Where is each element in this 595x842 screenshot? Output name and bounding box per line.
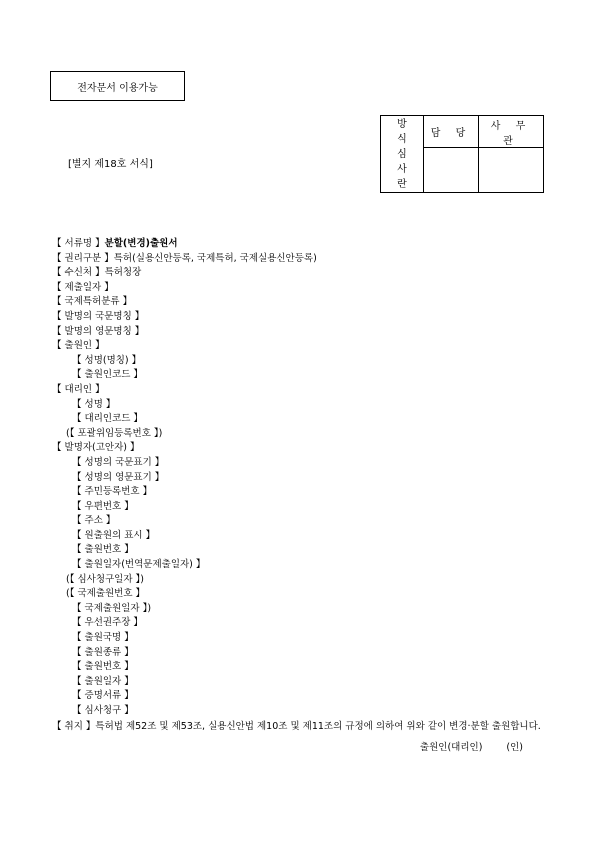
- form-field-line: [52, 427, 552, 442]
- form-field-line: [52, 441, 552, 456]
- form-field-line: [52, 412, 552, 427]
- form-field-line: [52, 587, 552, 602]
- form-field-text: (【 포괄위임등록번호 】): [66, 427, 163, 439]
- form-field-text: 【 대리인 】: [52, 383, 105, 395]
- form-field-text: 【 출원종류 】: [72, 646, 134, 658]
- form-field-line: [52, 602, 552, 617]
- form-field-line: [52, 237, 552, 252]
- approval-header-officer: 사 무 관: [479, 116, 544, 148]
- form-field-text: 【 권리구분 】특허(실용신안등록, 국제특허, 국제실용신안등록): [52, 252, 317, 264]
- form-field-line: [52, 368, 552, 383]
- form-field-line: [52, 485, 552, 500]
- form-field-text: 【 주민등록번호 】: [72, 486, 153, 498]
- form-field-line: [52, 689, 552, 704]
- purpose-row: [52, 719, 552, 734]
- approval-label-char: 방: [397, 118, 407, 130]
- approval-cell-officer: [479, 148, 544, 193]
- form-field-text: 【 원출원의 표시 】: [72, 529, 156, 541]
- form-field-text: 【 제출일자 】: [52, 281, 114, 293]
- form-field-line: [52, 529, 552, 544]
- form-field-line: [52, 631, 552, 646]
- form-field-text: (【 국제출원번호 】: [66, 588, 146, 600]
- form-field-line: [52, 456, 552, 471]
- electronic-document-badge: 전자문서 이용가능: [50, 71, 185, 101]
- approval-header-staff: 담 당: [424, 116, 479, 148]
- form-field-text: 【 심사청구 】: [72, 705, 134, 716]
- form-field-text: 【 출원번호 】: [72, 661, 134, 673]
- applicant-label: 출원인(대리인): [419, 742, 483, 753]
- form-field-line: [52, 252, 552, 267]
- form-field-text: 【 출원인 】: [52, 340, 105, 352]
- document-title: 분할(변경)출원서: [104, 238, 178, 249]
- purpose-text: 특허법 제52조 및 제53조, 실용신안법 제10조 및 제11조의 규정에 의하여 위와 같이 변경·분할 출원합니다.: [95, 720, 541, 732]
- form-field-line: [52, 558, 552, 573]
- approval-label-char: 식: [397, 133, 407, 145]
- form-number: [별지 제18호 서식]: [68, 159, 153, 170]
- form-field-text: 【 대리인코드 】: [72, 413, 143, 425]
- form-field-line: [52, 471, 552, 486]
- signature-line: [396, 739, 523, 753]
- form-field-line: [52, 675, 552, 690]
- form-field-text: 【 성명의 영문표기 】: [72, 471, 165, 483]
- form-field-line: [52, 616, 552, 631]
- form-field-line: [52, 573, 552, 588]
- form-field-line: [52, 383, 552, 398]
- form-field-text: 【 출원국명 】: [72, 632, 134, 644]
- form-field-line: [52, 514, 552, 529]
- form-field-line: [52, 266, 552, 281]
- form-field-line: [52, 325, 552, 340]
- form-field-line: [52, 646, 552, 661]
- form-field-text: 【 성명 】: [72, 398, 116, 410]
- form-field-line: [52, 660, 552, 675]
- form-field-text: 【 국제출원일자 】): [72, 602, 152, 614]
- form-field-text: 【 출원일자(번역문제출일자) 】: [72, 559, 206, 571]
- form-field-text: 【 우편번호 】: [72, 500, 134, 512]
- purpose-label: 【 취지 】: [52, 720, 96, 732]
- approval-label-char: 심: [397, 148, 407, 160]
- form-field-text: 【 성명(명칭) 】: [72, 354, 142, 366]
- form-field-line: [52, 295, 552, 310]
- form-field-text: 【 발명자(고안자) 】: [52, 442, 140, 454]
- form-field-line: [52, 354, 552, 369]
- form-field-text: 【 성명의 국문표기 】: [72, 456, 165, 468]
- form-field-line: [52, 310, 552, 325]
- seal-mark: (인): [506, 742, 523, 753]
- form-field-text: 【 출원번호 】: [72, 544, 134, 556]
- form-field-text: (【 심사청구일자 】): [66, 573, 145, 585]
- approval-table: [380, 115, 544, 193]
- form-field-text: 【 증명서류 】: [72, 690, 134, 702]
- form-field-line: [52, 704, 552, 719]
- approval-cell-staff: [424, 148, 479, 193]
- approval-label-char: 란: [397, 178, 407, 190]
- form-fields: [52, 237, 552, 733]
- form-field-line: [52, 543, 552, 558]
- approval-label: [381, 116, 424, 193]
- form-field-line: [52, 339, 552, 354]
- form-field-line: [52, 398, 552, 413]
- form-field-text: 【 출원인코드 】: [72, 369, 143, 381]
- form-field-text: 【 발명의 영문명칭 】: [52, 325, 145, 337]
- form-field-text: 【 국제특허분류 】: [52, 296, 133, 308]
- form-field-text: 【 발명의 국문명칭 】: [52, 310, 145, 322]
- approval-label-char: 사: [397, 163, 407, 175]
- form-field-text: 【 서류명 】: [52, 238, 105, 249]
- form-field-text: 【 주소 】: [72, 515, 116, 527]
- form-field-text: 【 우선권주장 】: [72, 617, 143, 629]
- form-field-line: [52, 500, 552, 515]
- form-field-line: [52, 281, 552, 296]
- form-field-text: 【 수신처 】특허청장: [52, 267, 142, 279]
- form-field-text: 【 출원일자 】: [72, 675, 134, 687]
